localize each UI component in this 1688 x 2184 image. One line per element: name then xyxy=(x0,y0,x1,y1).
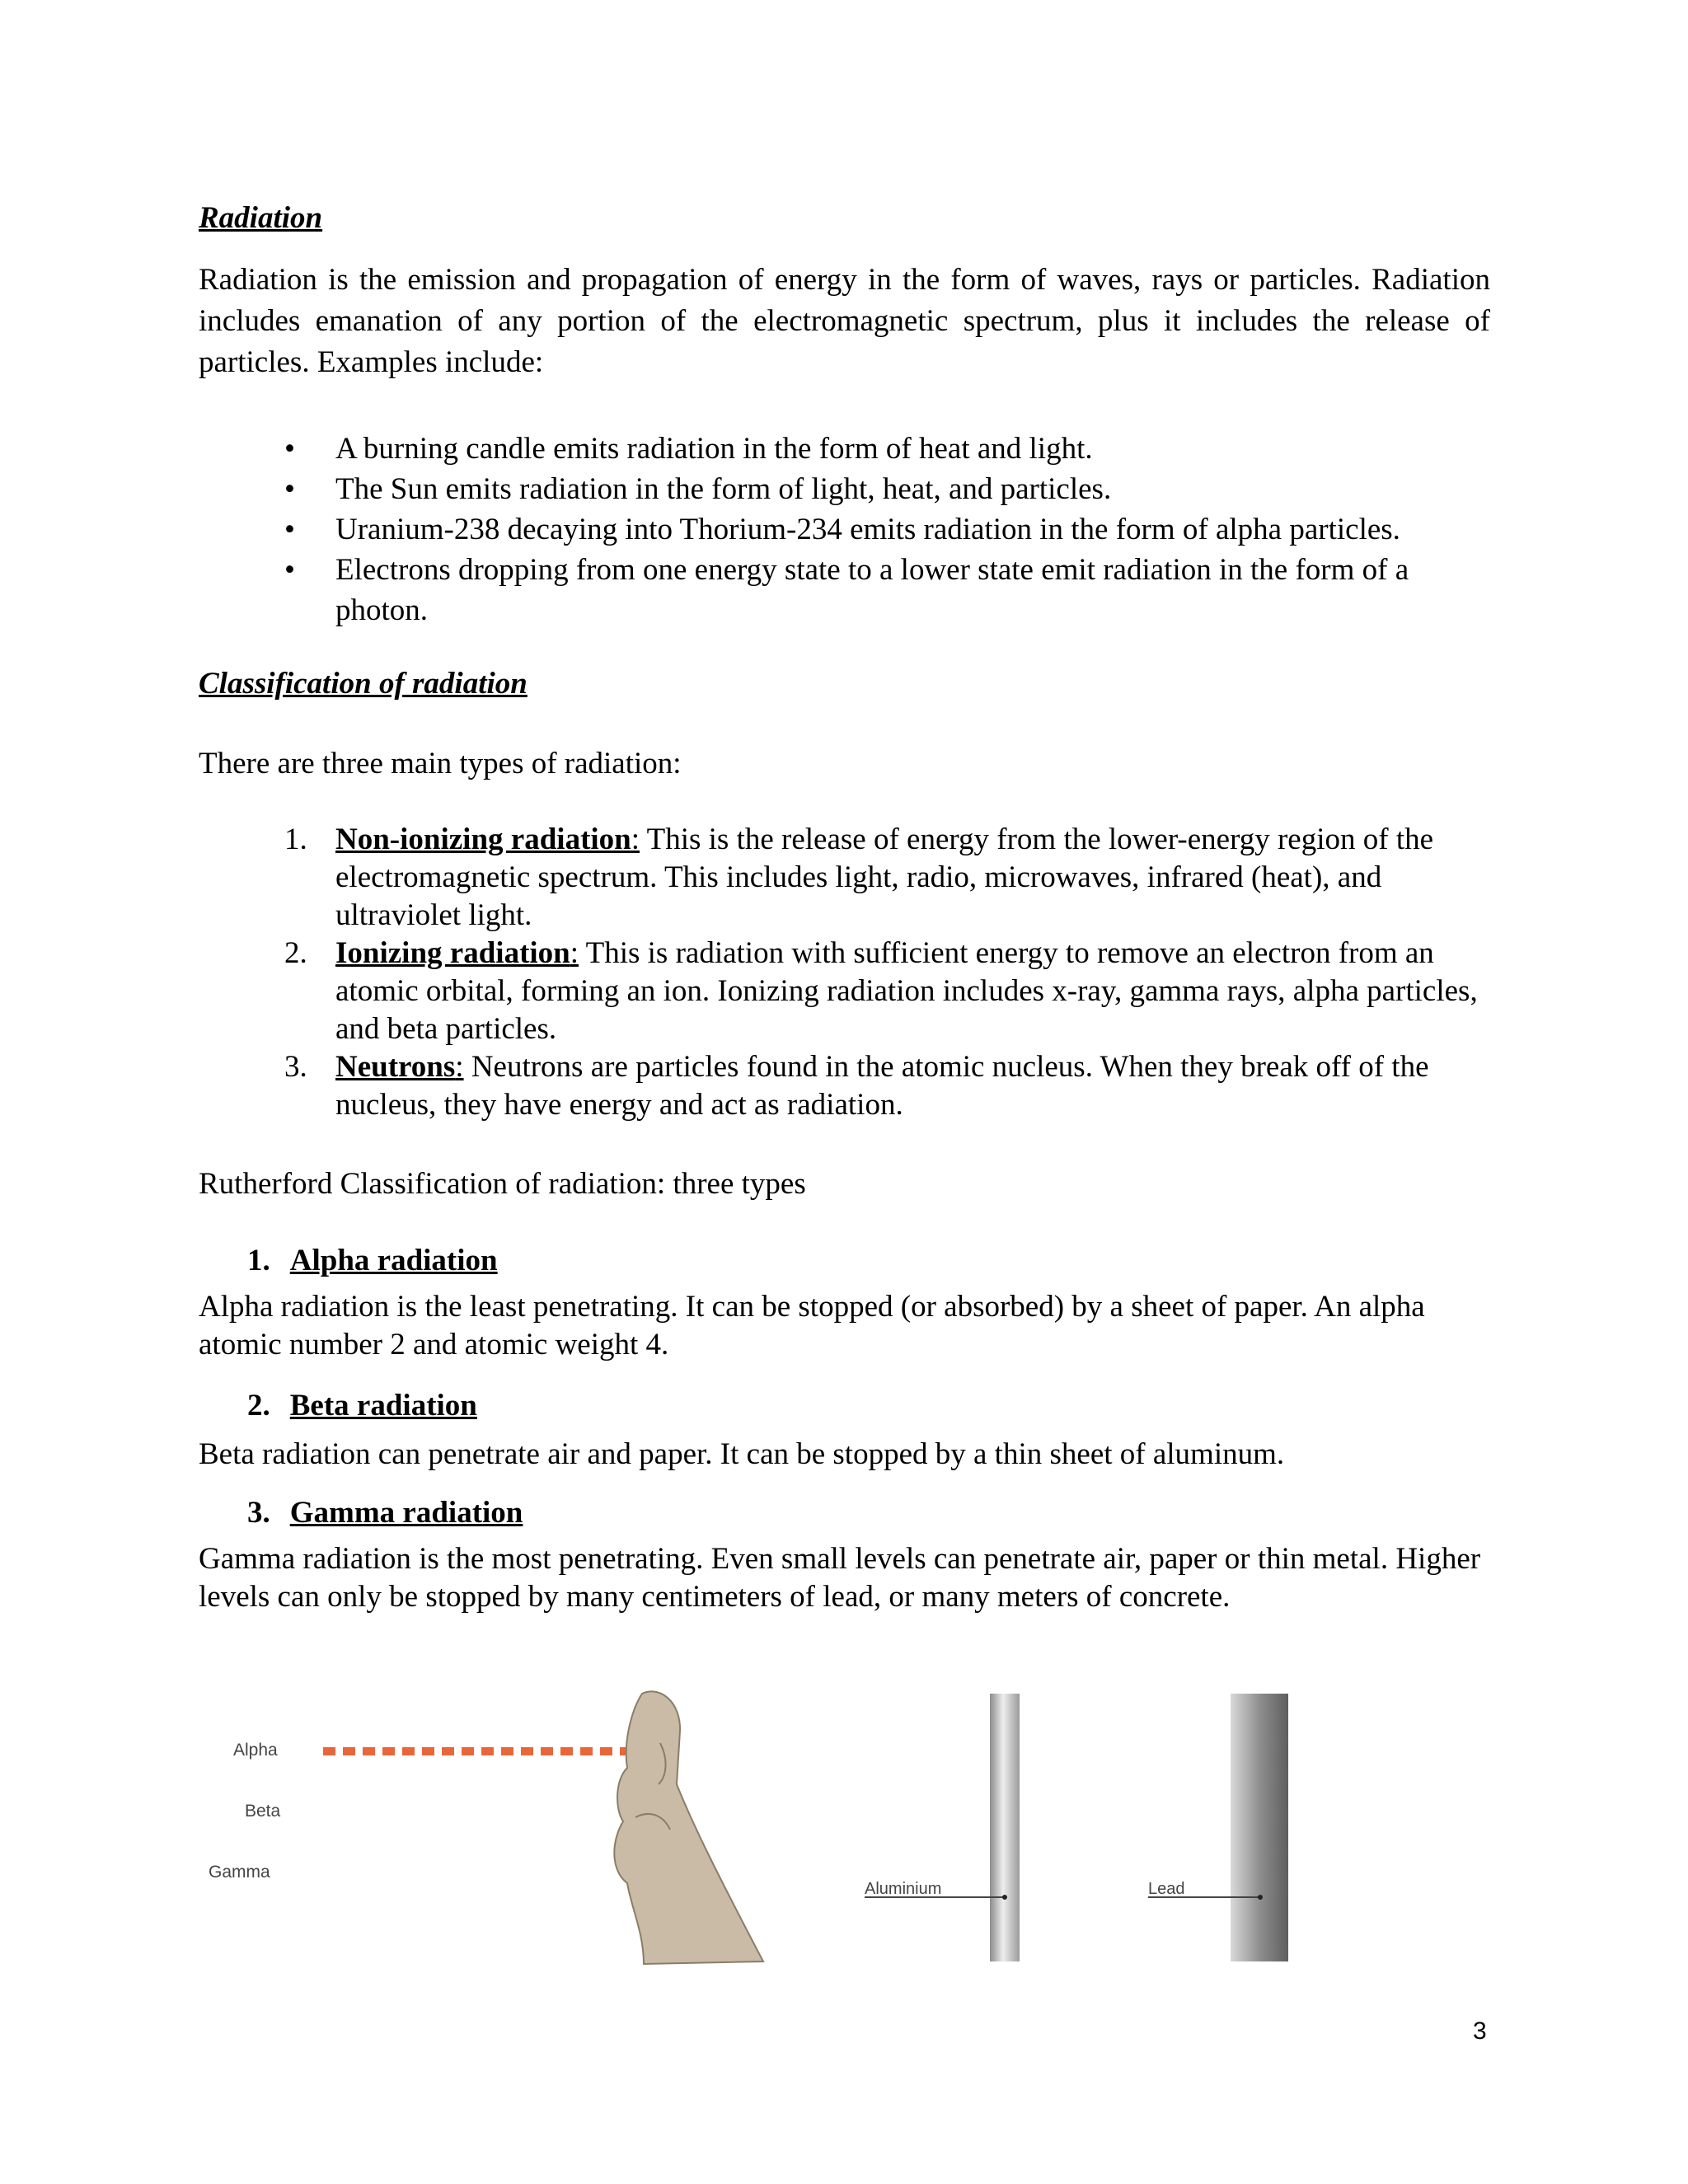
bullet-icon: • xyxy=(284,432,295,466)
beta-text: Beta radiation can penetrate air and paper. It can be stopped by a thin sheet of aluminum. xyxy=(199,1437,1285,1471)
alpha-heading: 1. Alpha radiation xyxy=(247,1244,498,1277)
gamma-heading: 3. Gamma radiation xyxy=(247,1496,523,1530)
heading-radiation: Radiation xyxy=(199,201,323,235)
alpha-text: Alpha radiation is the least penetrating. It can be stopped (or absorbed) by a sheet of paper. An alpha atomic number 2 and atomic weight 4. xyxy=(199,1290,1425,1361)
list-item: 1. Non-ionizing radiation: This is the release of energy from the lower-energy region of the electromagnetic spectrum. This includes light, radio, microwaves, infrared (heat), and ultraviolet light. xyxy=(284,823,1434,932)
bullet-icon: • xyxy=(284,553,295,587)
list-item: • Electrons dropping from one energy state to a lower state emit radiation in the form of a photon. xyxy=(284,550,1504,630)
radiation-penetration-figure xyxy=(199,1685,1303,1966)
term-non-ionizing: Non-ionizing radiation xyxy=(335,823,631,856)
examples-list xyxy=(284,429,1504,630)
gamma-text: Gamma radiation is the most penetrating. Even small levels can penetrate air, paper or thin metal. Higher levels can only be stopped by many centimeters of lead, or many meters of concrete. xyxy=(199,1542,1481,1614)
aluminium-sheet xyxy=(990,1694,1020,1961)
alpha-label: Alpha xyxy=(233,1741,278,1760)
radiation-intro: Radiation is the emission and propagation of energy in the form of waves, rays or particles. Radiation includes emanation of any portion of the electromagnetic spectrum, plus it includes the release of particles. Examples include: xyxy=(199,263,1490,379)
aluminium-label: Aluminium xyxy=(865,1880,942,1898)
list-item: 3. Neutrons: Neutrons are particles found in the atomic nucleus. When they break off of the nucleus, they have energy and act as radiation. xyxy=(284,1050,1429,1122)
list-item: • Uranium-238 decaying into Thorium-234 emits radiation in the form of alpha particles. xyxy=(284,509,1504,550)
rutherford-intro: Rutherford Classification of radiation: three types xyxy=(199,1167,806,1201)
beta-heading: 2. Beta radiation xyxy=(247,1389,477,1422)
beta-label: Beta xyxy=(245,1802,281,1821)
bullet-icon: • xyxy=(284,513,295,546)
gamma-label: Gamma xyxy=(209,1863,270,1882)
list-item: • A burning candle emits radiation in the form of heat and light. xyxy=(284,429,1504,469)
term-neutrons: Neutrons xyxy=(335,1050,456,1084)
list-item: • The Sun emits radiation in the form of light, heat, and particles. xyxy=(284,469,1504,509)
hand-icon xyxy=(614,1691,763,1964)
bullet-icon: • xyxy=(284,472,295,506)
list-item: 2. Ionizing radiation: This is radiation with sufficient energy to remove an electron from an atomic orbital, forming an ion. Ionizing radiation includes x-ray, gamma rays, alpha particles, and beta particles. xyxy=(284,936,1478,1046)
term-ionizing: Ionizing radiation xyxy=(335,936,570,970)
classification-intro: There are three main types of radiation: xyxy=(199,747,682,780)
radiation-types-list xyxy=(284,821,1496,1124)
lead-label: Lead xyxy=(1148,1880,1185,1898)
page-number: 3 xyxy=(1473,2018,1487,2045)
heading-classification: Classification of radiation xyxy=(199,667,528,701)
lead-block xyxy=(1231,1694,1288,1961)
